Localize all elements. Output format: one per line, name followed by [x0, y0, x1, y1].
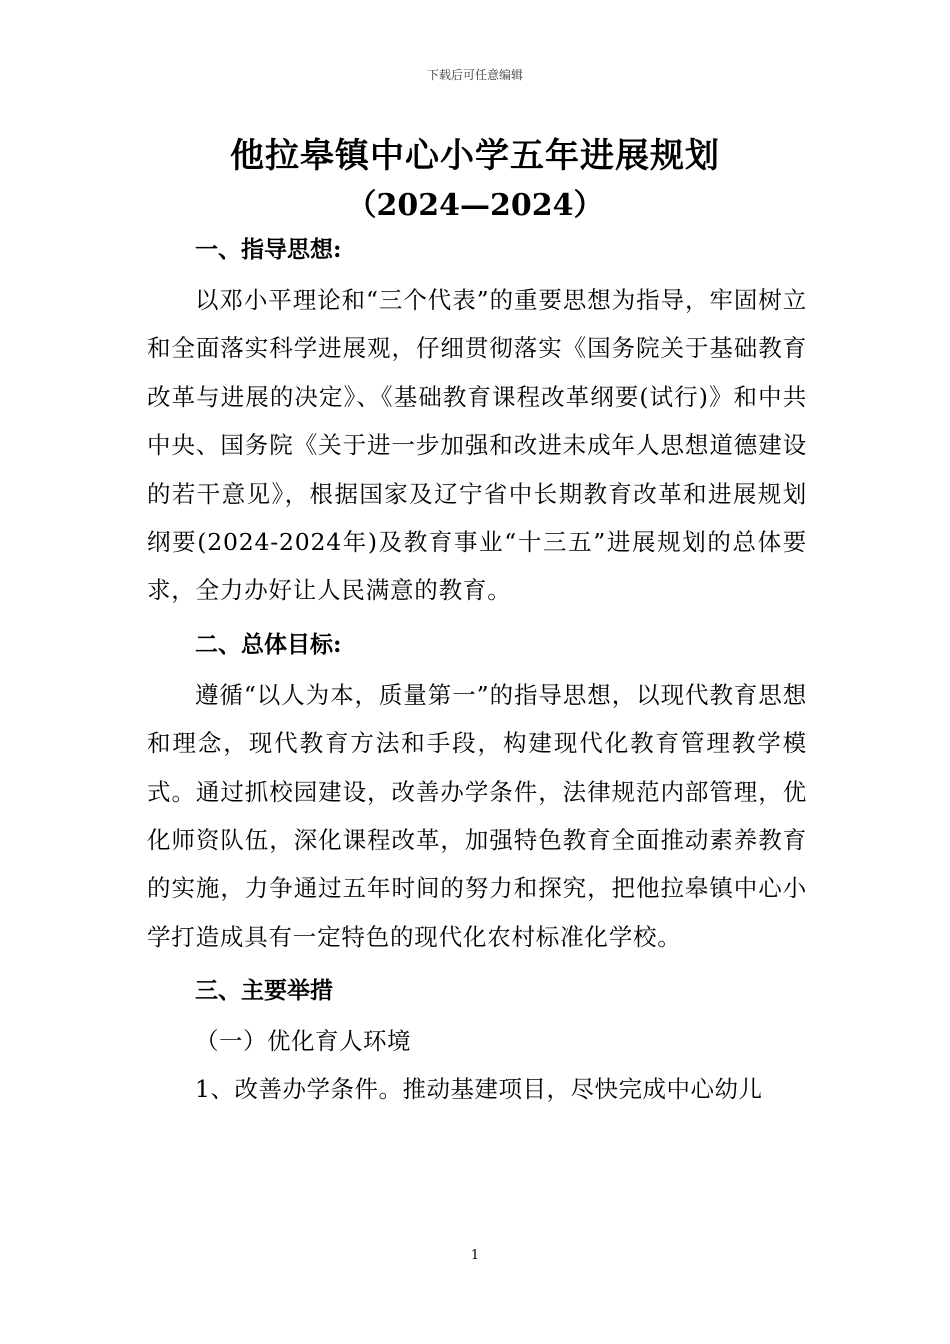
- section-heading-guiding-thought: 一、指导思想:: [195, 236, 342, 263]
- list-item: 1、改善办学条件。推动基建项目，尽快完成中心幼儿: [195, 1075, 763, 1104]
- section-paragraph-overall-goal: 遵循“以人为本，质量第一”的指导思想，以现代教育思想和理念，现代教育方法和手段，构建现代化教育管理教学模式。通过抓校园建设，改善办学条件，法律规范内部管理，优化师资队伍，深化课程改革，加强特色教育全面推动素养教育的实施，力争通过五年时间的努力和探究，把他拉皋镇中心小学打造成具有一定特色的现代化农村标准化学校。: [147, 680, 807, 951]
- header-note: 下载后可任意编辑: [426, 68, 523, 82]
- document-body: [147, 226, 807, 1113]
- section-heading-overall-goal: 二、总体目标:: [195, 630, 342, 658]
- subsection-heading-environment: （一）优化育人环境: [195, 1027, 411, 1056]
- document-title: 他拉皋镇中心小学五年进展规划: [230, 136, 720, 176]
- document-subtitle: （2024—2024）: [346, 188, 604, 223]
- section-heading-main-measures: 三、主要举措: [195, 977, 333, 1005]
- page-number: 1: [470, 1248, 480, 1263]
- section-paragraph-guiding-thought: 以邓小平理论和“三个代表”的重要思想为指导，牢固树立和全面落实科学进展观，仔细贯彻落实《国务院关于基础教育改革与进展的决定》、《基础教育课程改革纲要(试行)》和中共中央、国务院《关于进一步加强和改进未成年人思想道德建设的若干意见》，根据国家及辽宁省中长期教育改革和进展规划纲要(2024-2024年)及教育事业“十三五”进展规划的总体要求，全力办好让人民满意的教育。: [147, 286, 807, 605]
